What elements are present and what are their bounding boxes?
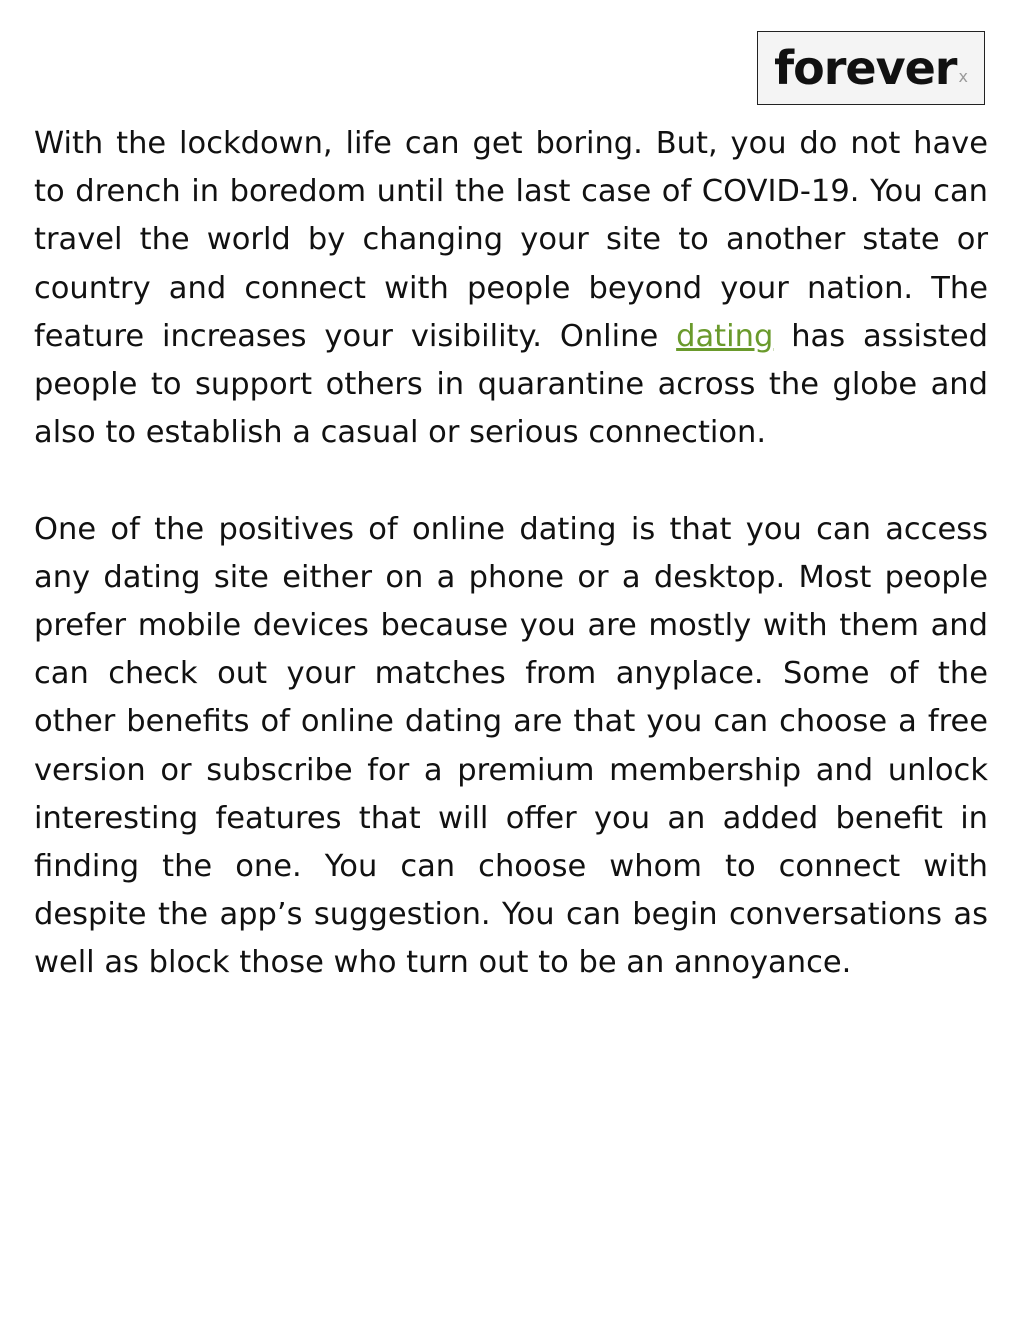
paragraph-benefits: One of the positives of online dating is that you can access any dating site either on a phone or a desktop. Most people prefer mobile devices because you are mostly with them and can check out your matches from anyplace. Some of the other benefits of online dating are that you can choose a free version or subscribe for a premium membership and unlock interesting features that will offer you an added benefit in finding the one. You can choose whom to connect with despite the app’s suggestion. You can begin conversations as well as block those who turn out to be an annoyance. xyxy=(34,511,988,981)
logo-wordmark: forever xyxy=(774,41,957,95)
brand-logo xyxy=(757,31,985,105)
paragraph-1-text-before-link: With the lockdown, life can get boring. But, you do not have to drench in boredom until the last case of COVID-19. You can travel the world by changing your site to another state or country and connect with people beyond your nation. The feature increases your visibility. Online xyxy=(34,126,988,354)
paragraph-lockdown xyxy=(34,120,988,457)
paragraph-1-text-after-link: has assisted people to support others in quarantine across the globe and also to establish a casual or serious connection. xyxy=(34,318,988,451)
dating-link[interactable]: dating xyxy=(676,318,774,354)
logo-x-mark: x xyxy=(958,67,968,86)
article-body xyxy=(34,120,988,988)
